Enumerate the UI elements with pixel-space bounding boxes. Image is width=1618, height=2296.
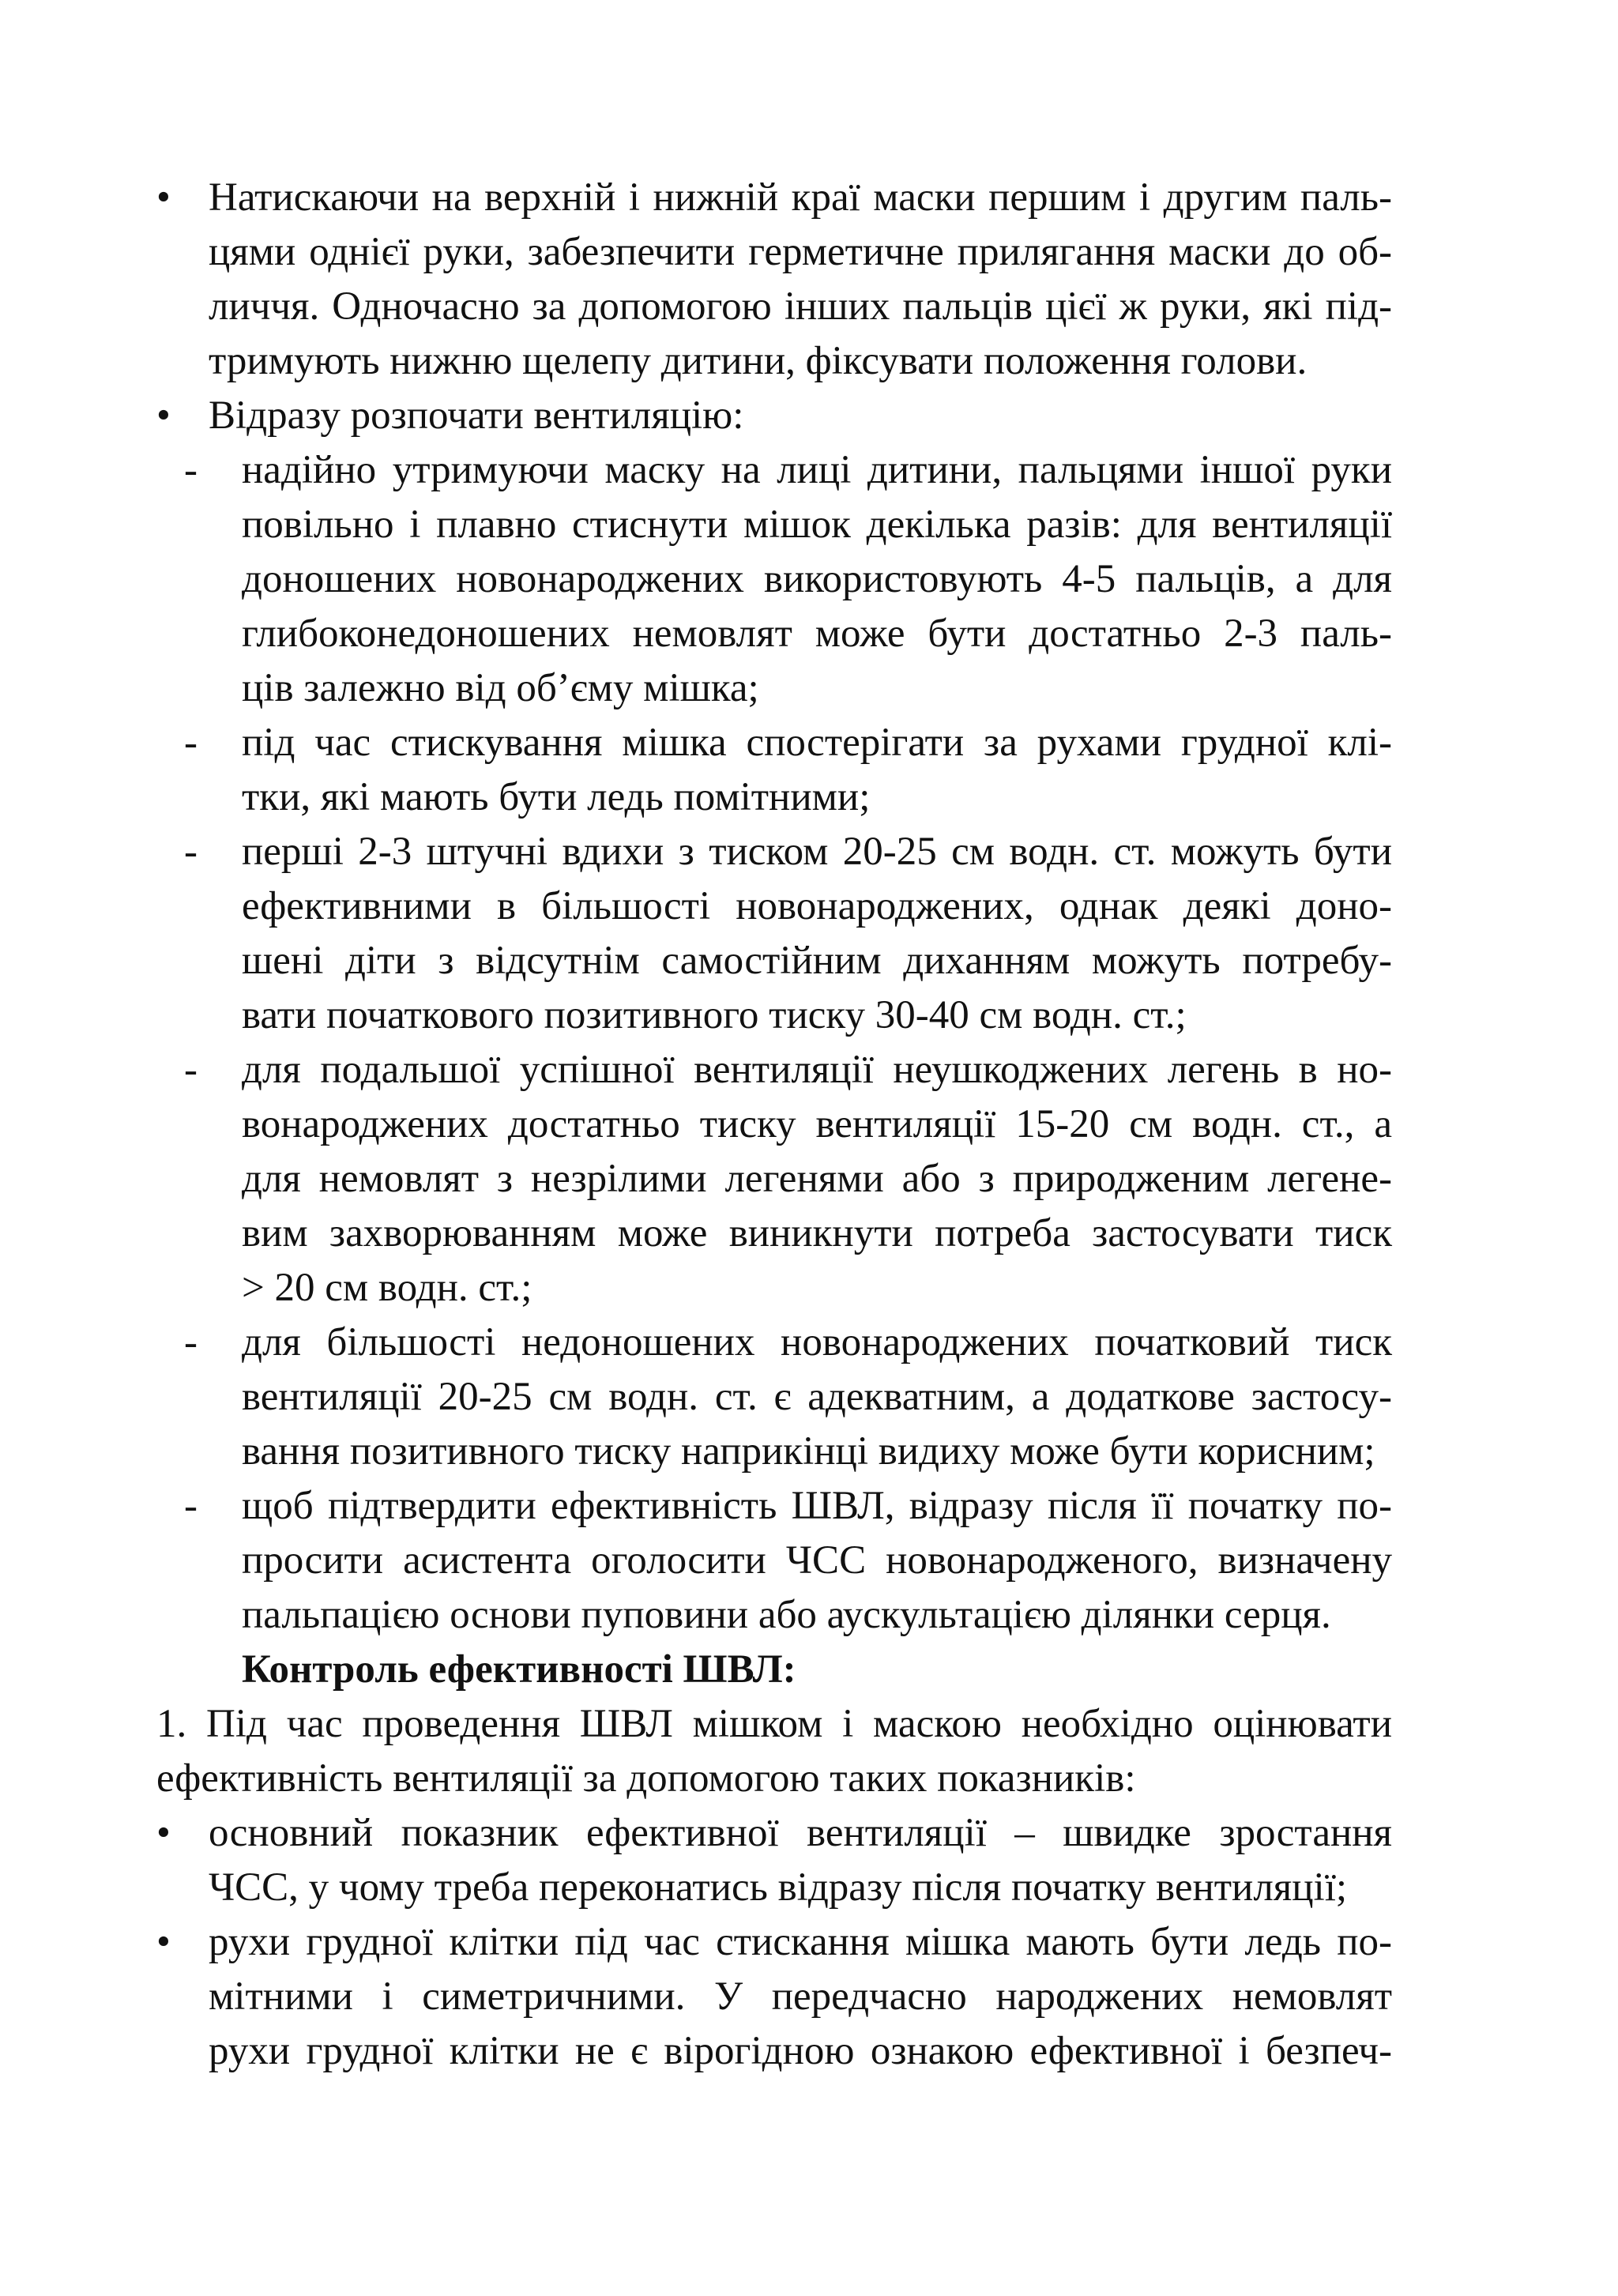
text-line: ефективними в більшості новонароджених, однак деякі доно-: [242, 884, 1392, 928]
text-line: вим захворюванням може виникнути потреба застосувати тиск: [242, 1211, 1392, 1255]
bullet-marker: •: [156, 1811, 171, 1855]
numbered-paragraph: [156, 1697, 1392, 1806]
text-line: вентиляції 20-25 см водн. ст. є адекватним, а додаткове застосу-: [242, 1375, 1392, 1419]
text-line: вонароджених достатньо тиску вентиляції 15-20 см водн. ст., а: [242, 1102, 1392, 1146]
text-line: для подальшої успішної вентиляції неушкоджених легень в но-: [242, 1048, 1392, 1092]
text-line: ефективність вентиляції за допомогою таких показників:: [156, 1756, 1136, 1801]
text-line: просити асистента оголосити ЧСС новонародженого, визначену: [242, 1538, 1392, 1583]
document-page: [156, 171, 1392, 2079]
text-line: мітними і симетричними. У передчасно народжених немовлят: [209, 1974, 1392, 2019]
text-line: Натискаючи на верхній і нижній краї маски першим і другим паль-: [209, 175, 1392, 220]
text-line: ців залежно від об’єму мішка;: [242, 666, 759, 710]
text-line: рухи грудної клітки під час стискання мішка мають бути ледь по-: [209, 1920, 1392, 1964]
dash-marker: -: [184, 1320, 198, 1364]
dash-marker: -: [184, 1048, 198, 1092]
bullet-marker: •: [156, 175, 171, 220]
text-line: тримують нижню щелепу дитини, фіксувати положення голови.: [209, 339, 1308, 383]
dash-marker: -: [184, 830, 198, 874]
bullet-marker: •: [156, 393, 171, 438]
dash-item: [156, 1043, 1392, 1315]
text-line: шені діти з відсутнім самостійним диханням можуть потребу-: [242, 939, 1392, 983]
text-line: вання позитивного тиску наприкінці видиху може бути корисним;: [242, 1429, 1375, 1474]
bullet-item: [156, 171, 1392, 389]
dash-marker: -: [184, 448, 198, 492]
dash-item: [156, 825, 1392, 1043]
text-line: повільно і плавно стиснути мішок декілька разів: для вентиляції: [242, 502, 1392, 547]
text-line: 1. Під час проведення ШВЛ мішком і маскою необхідно оцінювати: [156, 1702, 1392, 1746]
text-line: вати початкового позитивного тиску 30-40 см водн. ст.;: [242, 993, 1187, 1037]
section-heading: Контроль ефективності ШВЛ:: [242, 1647, 796, 1692]
text-line: тки, які мають бути ледь помітними;: [242, 775, 871, 819]
bullet-item: [156, 1806, 1392, 1915]
dash-marker: -: [184, 1484, 198, 1528]
text-line: глибоконедоношених немовлят може бути достатньо 2-3 паль-: [242, 612, 1392, 656]
text-line: щоб підтвердити ефективність ШВЛ, відразу після її початку по-: [242, 1484, 1392, 1528]
text-line: під час стискування мішка спостерігати за рухами грудної клі-: [242, 721, 1392, 765]
text-line: > 20 см водн. ст.;: [242, 1266, 532, 1310]
text-line: рухи грудної клітки не є вірогідною ознакою ефективної і безпеч-: [209, 2029, 1392, 2073]
text-line: ЧСС, у чому треба переконатись відразу після початку вентиляції;: [209, 1865, 1348, 1910]
text-line: цями однієї руки, забезпечити герметичне прилягання маски до об-: [209, 230, 1392, 274]
dash-marker: -: [184, 721, 198, 765]
text-line: Відразу розпочати вентиляцію:: [209, 393, 744, 438]
bullet-marker: •: [156, 1920, 171, 1964]
dash-item: [156, 1315, 1392, 1479]
text-line: доношених новонароджених використовують 4-5 пальців, а для: [242, 557, 1392, 601]
dash-item: [156, 716, 1392, 825]
dash-item: [156, 1479, 1392, 1643]
bullet-item: [156, 1915, 1392, 2079]
text-line: основний показник ефективної вентиляції – швидке зростання: [209, 1811, 1392, 1855]
text-line: для більшості недоношених новонароджених початковий тиск: [242, 1320, 1392, 1364]
text-line: личчя. Одночасно за допомогою інших пальців цієї ж руки, які під-: [209, 284, 1392, 329]
dash-item: [156, 443, 1392, 716]
text-line: перші 2-3 штучні вдихи з тиском 20-25 см водн. ст. можуть бути: [242, 830, 1392, 874]
bullet-item: [156, 389, 1392, 443]
text-line: для немовлят з незрілими легенями або з природженим легене-: [242, 1157, 1392, 1201]
text-line: пальпацією основи пуповини або аускультацією ділянки серця.: [242, 1593, 1331, 1637]
text-line: надійно утримуючи маску на лиці дитини, пальцями іншої руки: [242, 448, 1392, 492]
